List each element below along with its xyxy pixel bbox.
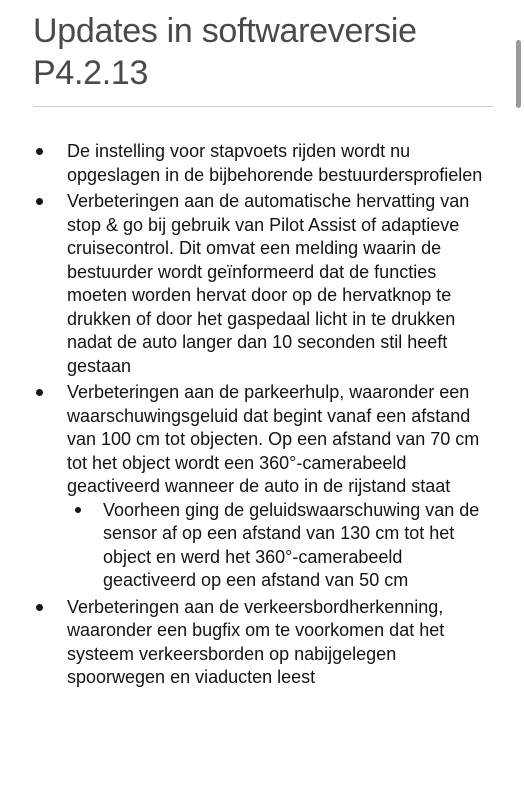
list-item-text: Verbeteringen aan de automatische hervatting van stop & go bij gebruik van Pilot Assist of adaptieve cruisecontrol. Dit omvat een melding waarin de bestuurder wordt geïnformeerd dat de functies moeten worden hervat door op de hervatknop te drukken of door het gaspedaal licht in te drukken nadat de auto langer dan 10 seconden stil heeft gestaan — [67, 191, 470, 376]
bullet-icon — [36, 604, 43, 611]
list-item — [0, 381, 524, 593]
bullet-icon — [36, 198, 43, 205]
scrollbar-thumb[interactable] — [516, 40, 521, 108]
list-item — [0, 190, 524, 378]
list-item-text: De instelling voor stapvoets rijden wordt nu opgeslagen in de bijbehorende bestuurdersprofielen — [67, 141, 483, 185]
list-item-text: Verbeteringen aan de verkeersbordherkenning, waaronder een bugfix om te voorkomen dat het systeem verkeersborden op nabijgelegen spoorwegen en viaducten leest — [67, 596, 445, 687]
title-divider — [33, 106, 493, 107]
sub-list-item-text: Voorheen ging de geluidswaarschuwing van de sensor af op een afstand van 130 cm tot het object en werd het 360°-camerabeeld geactiveerd op een afstand van 50 cm — [103, 499, 480, 590]
updates-list — [0, 140, 524, 693]
bullet-icon — [36, 389, 43, 396]
list-item — [0, 596, 524, 690]
sub-list — [67, 499, 498, 593]
bullet-icon — [36, 148, 43, 155]
page-title: Updates in softwareversie P4.2.13 — [33, 12, 417, 92]
list-item-text: Verbeteringen aan de parkeerhulp, waaronder een waarschuwingsgeluid dat begint vanaf een afstand van 100 cm tot objecten. Op een afstand van 70 cm tot het object wordt een 360°-camerabeeld geactiveerd wanneer de auto in de rijstand staat — [67, 382, 480, 496]
list-item — [0, 140, 524, 187]
sub-list-item — [67, 499, 498, 593]
sub-bullet-icon — [75, 507, 81, 513]
